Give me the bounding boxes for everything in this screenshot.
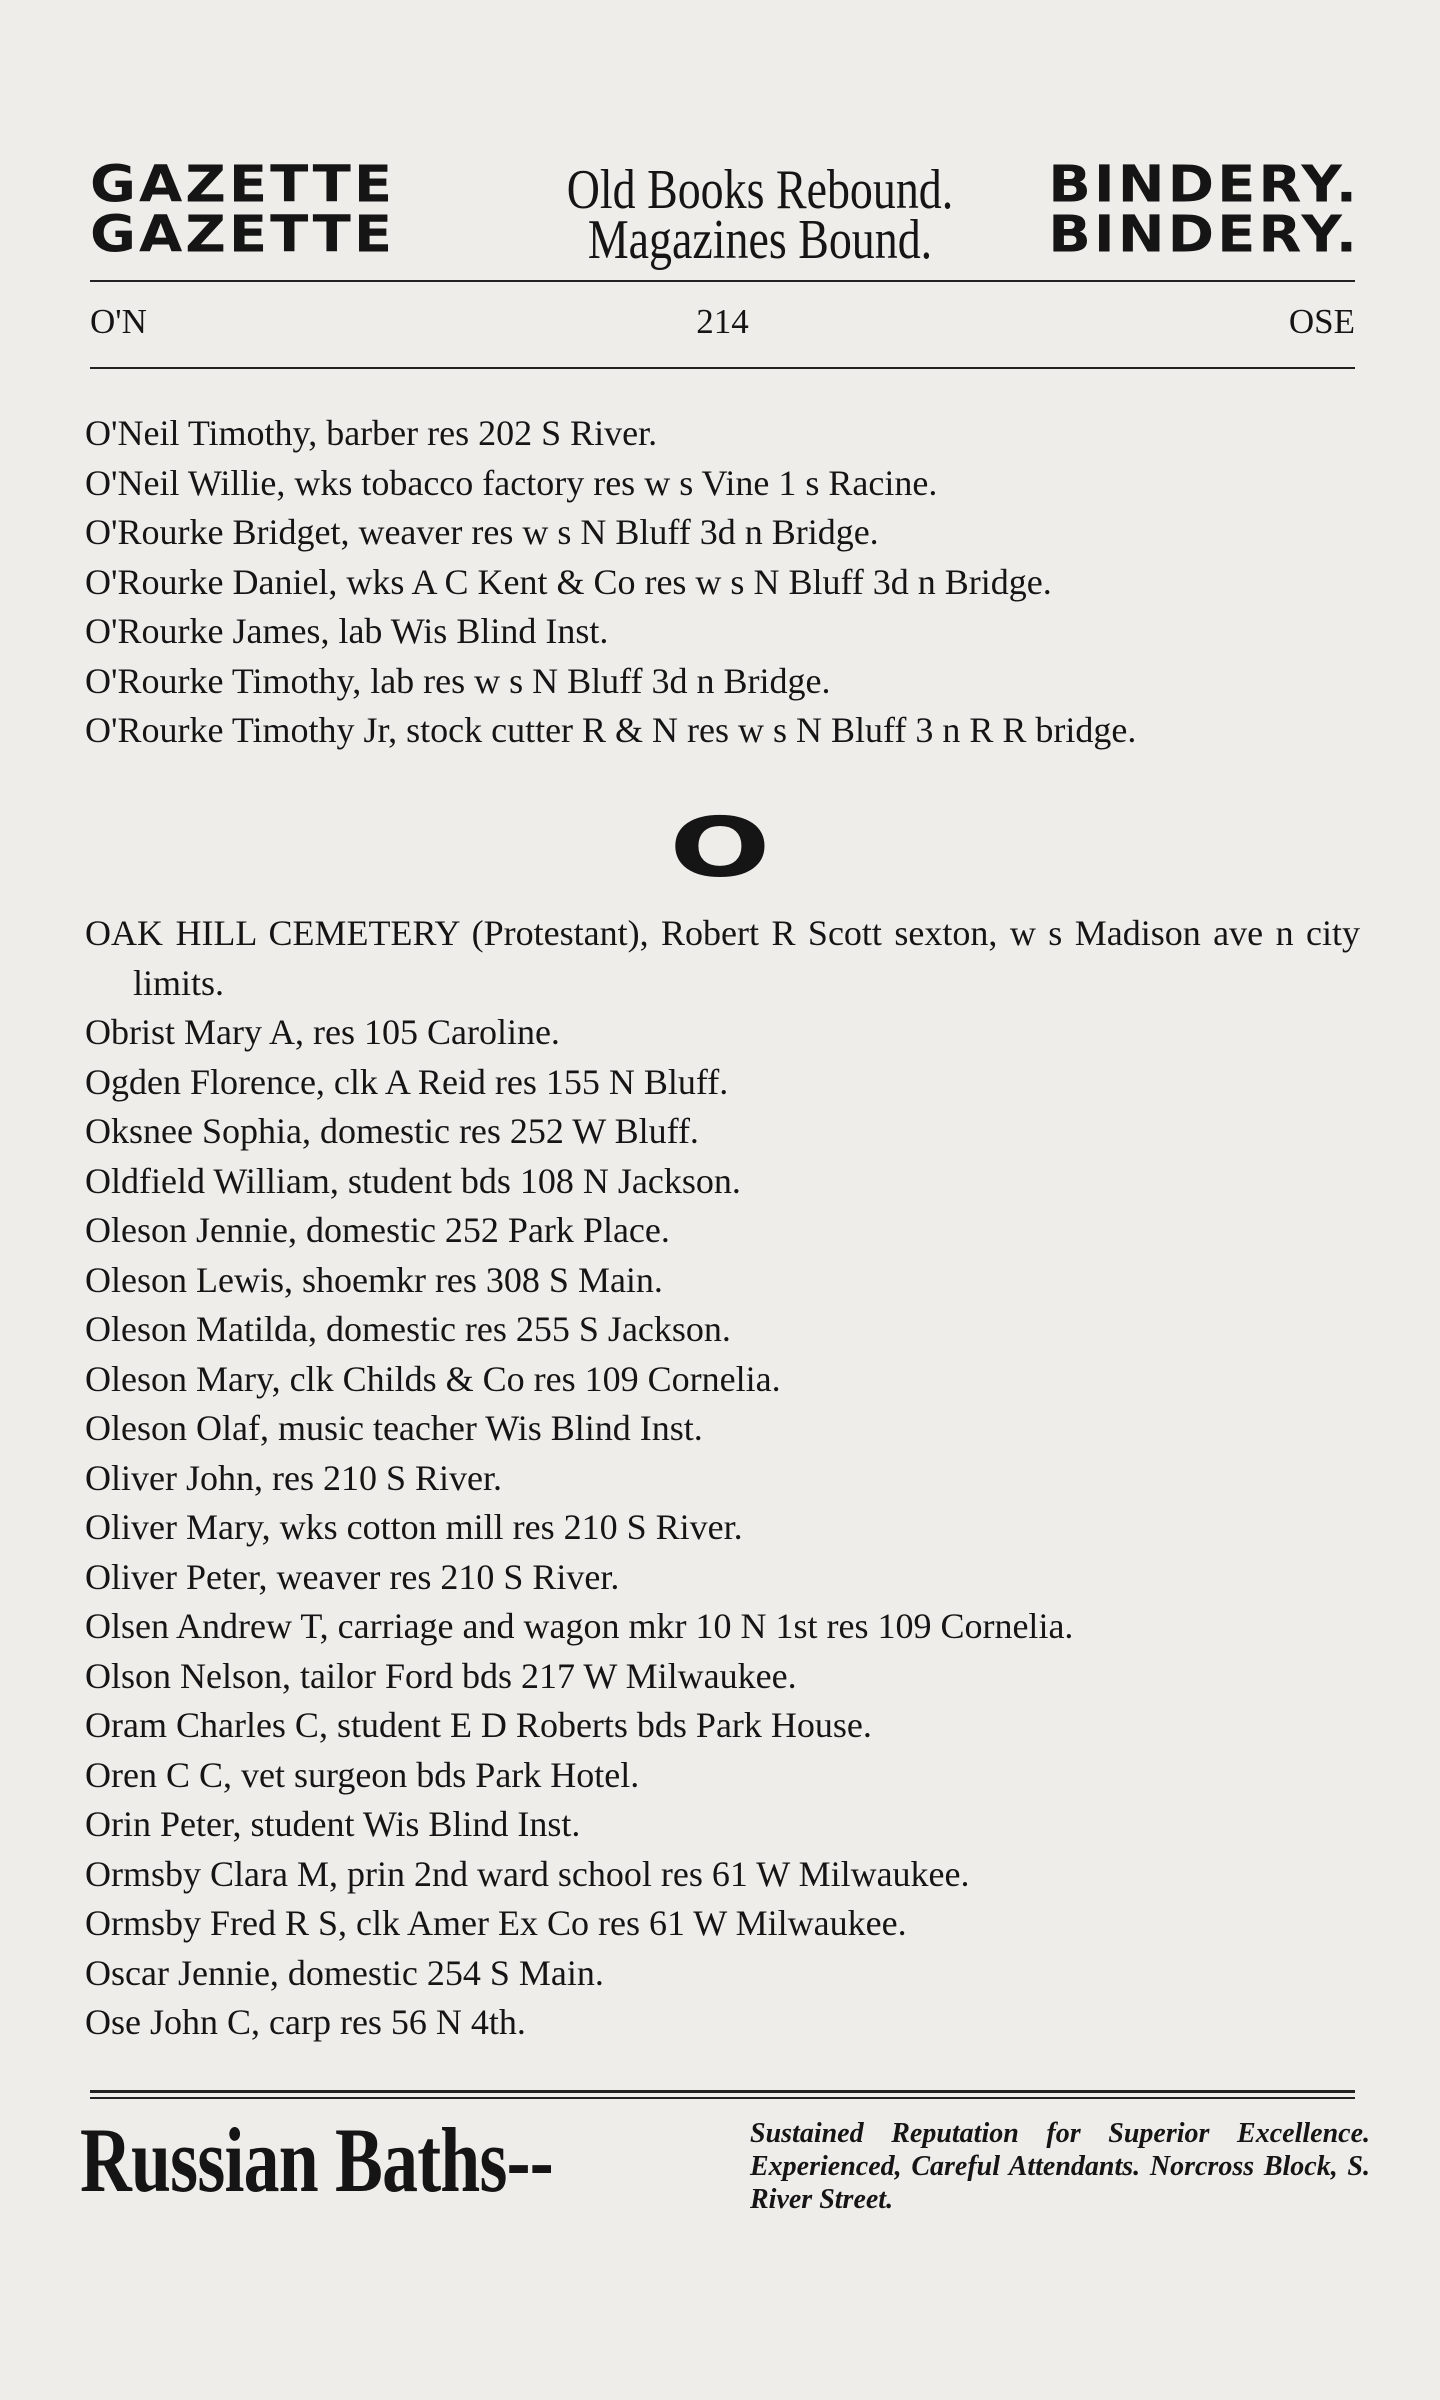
directory-entry: Oren C C, vet surgeon bds Park Hotel. xyxy=(85,1754,640,1795)
directory-entry: Oleson Mary, clk Childs & Co res 109 Cornelia. xyxy=(85,1358,781,1399)
footer-rule-inner xyxy=(90,2097,1355,2099)
directory-entry: Oksnee Sophia, domestic res 252 W Bluff. xyxy=(85,1111,699,1151)
entries-main xyxy=(85,909,1360,2048)
ad-row-2 xyxy=(90,205,1360,271)
entries-top xyxy=(85,409,1360,756)
running-head-left: O'N xyxy=(90,302,147,341)
ad-line: Magazines Bound. xyxy=(587,209,933,271)
running-head-right: OSE xyxy=(1288,302,1355,341)
directory-entry: Oliver John, res 210 S River. xyxy=(85,1457,502,1498)
directory-entry: Obrist Mary A, res 105 Caroline. xyxy=(85,1012,560,1052)
directory-entry: Oram Charles C, student E D Roberts bds Park House. xyxy=(85,1705,872,1745)
section-letter xyxy=(0,801,1440,896)
footer-rule xyxy=(90,2090,1355,2093)
ad-line: Old Books Rebound. xyxy=(566,159,954,221)
directory-entry: Oliver Mary, wks cotton mill res 210 S River. xyxy=(85,1507,743,1547)
directory-entry: O'Neil Willie, wks tobacco factory res w s Vine 1 s Racine. xyxy=(85,462,938,503)
directory-entry: Ormsby Fred R S, clk Amer Ex Co res 61 W Milwaukee. xyxy=(85,1903,907,1943)
header-rule xyxy=(90,280,1355,282)
section-letter-glyph: O xyxy=(669,801,771,896)
russian-baths-title: Russian Baths-- xyxy=(80,2109,553,2211)
russian-baths-text: Sustained Reputation for Superior Excellence. Experienced, Careful Attendants. Norcross Block, S. River Street. xyxy=(750,2118,1370,2215)
gazette-word: GAZETTE xyxy=(90,205,396,264)
directory-entry: O'Rourke Timothy Jr, stock cutter R & N res w s N Bluff 3 n R R bridge. xyxy=(85,710,1137,750)
directory-entry: Ormsby Clara M, prin 2nd ward school res 61 W Milwaukee. xyxy=(85,1853,970,1894)
directory-entry: Oleson Olaf, music teacher Wis Blind Inst. xyxy=(85,1408,703,1448)
page-number: 214 xyxy=(696,302,749,341)
directory-entry: O'Rourke Bridget, weaver res w s N Bluff 3d n Bridge. xyxy=(85,512,879,552)
directory-entry: Oleson Matilda, domestic res 255 S Jackson. xyxy=(85,1309,731,1349)
bindery-word: BINDERY. xyxy=(1048,205,1360,264)
directory-entry: Orin Peter, student Wis Blind Inst. xyxy=(85,1804,581,1844)
gazette-bindery-ad xyxy=(90,155,1360,271)
directory-entry: Ose John C, carp res 56 N 4th. xyxy=(85,2002,526,2042)
directory-entry: Oleson Lewis, shoemkr res 308 S Main. xyxy=(85,1259,663,1300)
directory-entry: Ogden Florence, clk A Reid res 155 N Bluff. xyxy=(85,1061,729,1102)
directory-entry: O'Rourke Timothy, lab res w s N Bluff 3d n Bridge. xyxy=(85,660,831,701)
running-head-rule xyxy=(90,367,1355,369)
directory-entry: O'Neil Timothy, barber res 202 S River. xyxy=(85,413,658,453)
bindery-word: BINDERY. xyxy=(1048,155,1360,214)
running-head xyxy=(90,300,1355,344)
directory-entry: Oliver Peter, weaver res 210 S River. xyxy=(85,1556,620,1597)
directory-entry: Olson Nelson, tailor Ford bds 217 W Milwaukee. xyxy=(85,1655,797,1696)
directory-entry: O'Rourke Daniel, wks A C Kent & Co res w s N Bluff 3d n Bridge. xyxy=(85,561,1052,602)
directory-entry: Olsen Andrew T, carriage and wagon mkr 10 N 1st res 109 Cornelia. xyxy=(85,1606,1074,1646)
gazette-word: GAZETTE xyxy=(90,155,396,214)
directory-entry: Oleson Jennie, domestic 252 Park Place. xyxy=(85,1210,670,1250)
russian-baths-ad xyxy=(80,2105,1370,2235)
ad-row-1 xyxy=(90,155,1360,221)
directory-entry: Oscar Jennie, domestic 254 S Main. xyxy=(85,1952,604,1993)
directory-entry: OAK HILL CEMETERY (Protestant), Robert R Scott sexton, w s Madison ave n city limits. xyxy=(85,913,1360,1003)
directory-entry: O'Rourke James, lab Wis Blind Inst. xyxy=(85,611,609,651)
directory-entry: Oldfield William, student bds 108 N Jackson. xyxy=(85,1160,741,1201)
